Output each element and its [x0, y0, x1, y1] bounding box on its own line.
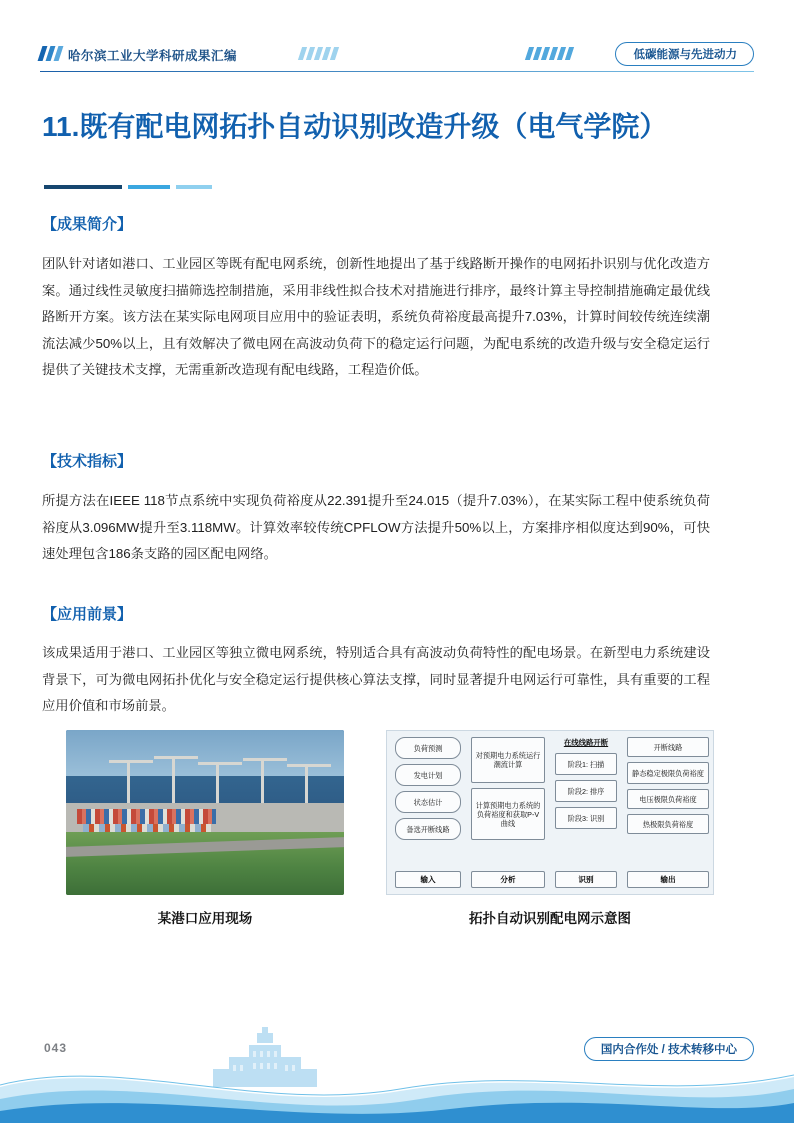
diagram-stage-label: 识别: [555, 871, 617, 888]
figure-diagram: [386, 730, 714, 927]
page-number: 043: [44, 1041, 68, 1055]
diagram-node: 发电计划: [395, 764, 461, 786]
port-site-photo: [66, 730, 344, 895]
figure-caption-diagram: 拓扑自动识别配电网示意图: [469, 911, 631, 926]
header-accent-bars-right: [527, 47, 572, 60]
page-title: 11.既有配电网拓扑自动识别改造升级（电气学院）: [42, 111, 668, 142]
diagram-node: 阶段3: 识别: [555, 807, 617, 829]
section-body-prospects: 该成果适用于港口、工业园区等独立微电网系统，特别适合具有高波动负荷特性的配电场景。在新型电力系统建设背景下，可为微电网拓扑优化与安全稳定运行提供核心算法支撑，同时显著提升电网运行可靠性，具有重要的工程应用价值和市场前景。: [42, 645, 710, 714]
diagram-stage-label: 输出: [627, 871, 709, 888]
diagram-node: 阶段2: 排序: [555, 780, 617, 802]
diagram-node: 负荷预测: [395, 737, 461, 759]
figure-port-photo: [42, 730, 368, 927]
diagram-node: 热极限负荷裕度: [627, 814, 709, 834]
diagram-column-output: [627, 737, 709, 834]
diagram-stage-label: 输入: [395, 871, 461, 888]
diagram-stage-label: 分析: [471, 871, 545, 888]
diagram-node: 状态估计: [395, 791, 461, 813]
diagram-column-input: [395, 737, 461, 840]
figure-row: [42, 730, 714, 927]
diagram-node: 静态稳定极限负荷裕度: [627, 762, 709, 784]
figure-caption-photo: 某港口应用现场: [157, 911, 253, 926]
header-category-tag: 低碳能源与先进动力: [615, 42, 755, 66]
section-body-metrics: 所提方法在IEEE 118节点系统中实现负荷裕度从22.391提升至24.015（提升7.03%），在某实际工程中使系统负荷裕度从3.096MW提升至3.118MW。计算效率较传统CPFLOW方法提升50%以上，方案排序相似度达到90%，可快速处理包含186条支路的园区配电网络。: [42, 493, 710, 562]
section-heading-prospects: 【应用前景】: [42, 606, 133, 623]
diagram-column-identify: [555, 737, 617, 829]
section-heading-overview: 【成果简介】: [42, 216, 133, 233]
section-body-overview: 团队针对诸如港口、工业园区等既有配电网系统，创新性地提出了基于线路断开操作的电网拓扑识别与优化改造方案。通过线性灵敏度扫描筛选控制措施，采用非线性拟合技术对措施进行排序，最终计算主导控制措施确定最优线路断开方案。该方法在某实际电网项目应用中的验证表明，系统负荷裕度最高提升7.03%，计算时间较传统连续潮流法减少50%以上，且有效解决了微电网在高波动负荷下的稳定运行问题，为配电系统的改造升级与安全稳定运行提供了关键技术支撑，无需重新改造现有配电线路，工程造价低。: [42, 256, 710, 378]
footer-department-tag: 国内合作处 / 技术转移中心: [584, 1037, 754, 1061]
diagram-column-title: 在线线路开断: [563, 738, 609, 747]
diagram-node: 阶段1: 扫描: [555, 753, 617, 775]
title-underline: [44, 185, 212, 189]
diagram-node: 备选开断线路: [395, 818, 461, 840]
header-divider: [40, 71, 754, 72]
header-accent-bars-left: [40, 46, 61, 61]
section-heading-metrics: 【技术指标】: [42, 453, 133, 470]
diagram-column-analysis: [471, 737, 545, 840]
diagram-node: 开断线路: [627, 737, 709, 757]
footer-wave-decoration: [0, 1027, 794, 1123]
header-org-title: 哈尔滨工业大学科研成果汇编: [68, 49, 238, 63]
topology-diagram: [386, 730, 714, 895]
page-header: [0, 38, 794, 72]
diagram-node: 对预期电力系统运行潮流计算: [471, 737, 545, 783]
diagram-node: 电压极限负荷裕度: [627, 789, 709, 809]
header-accent-bars-middle: [300, 47, 337, 60]
diagram-node: 计算预期电力系统的负荷裕度和获取P-V曲线: [471, 788, 545, 840]
